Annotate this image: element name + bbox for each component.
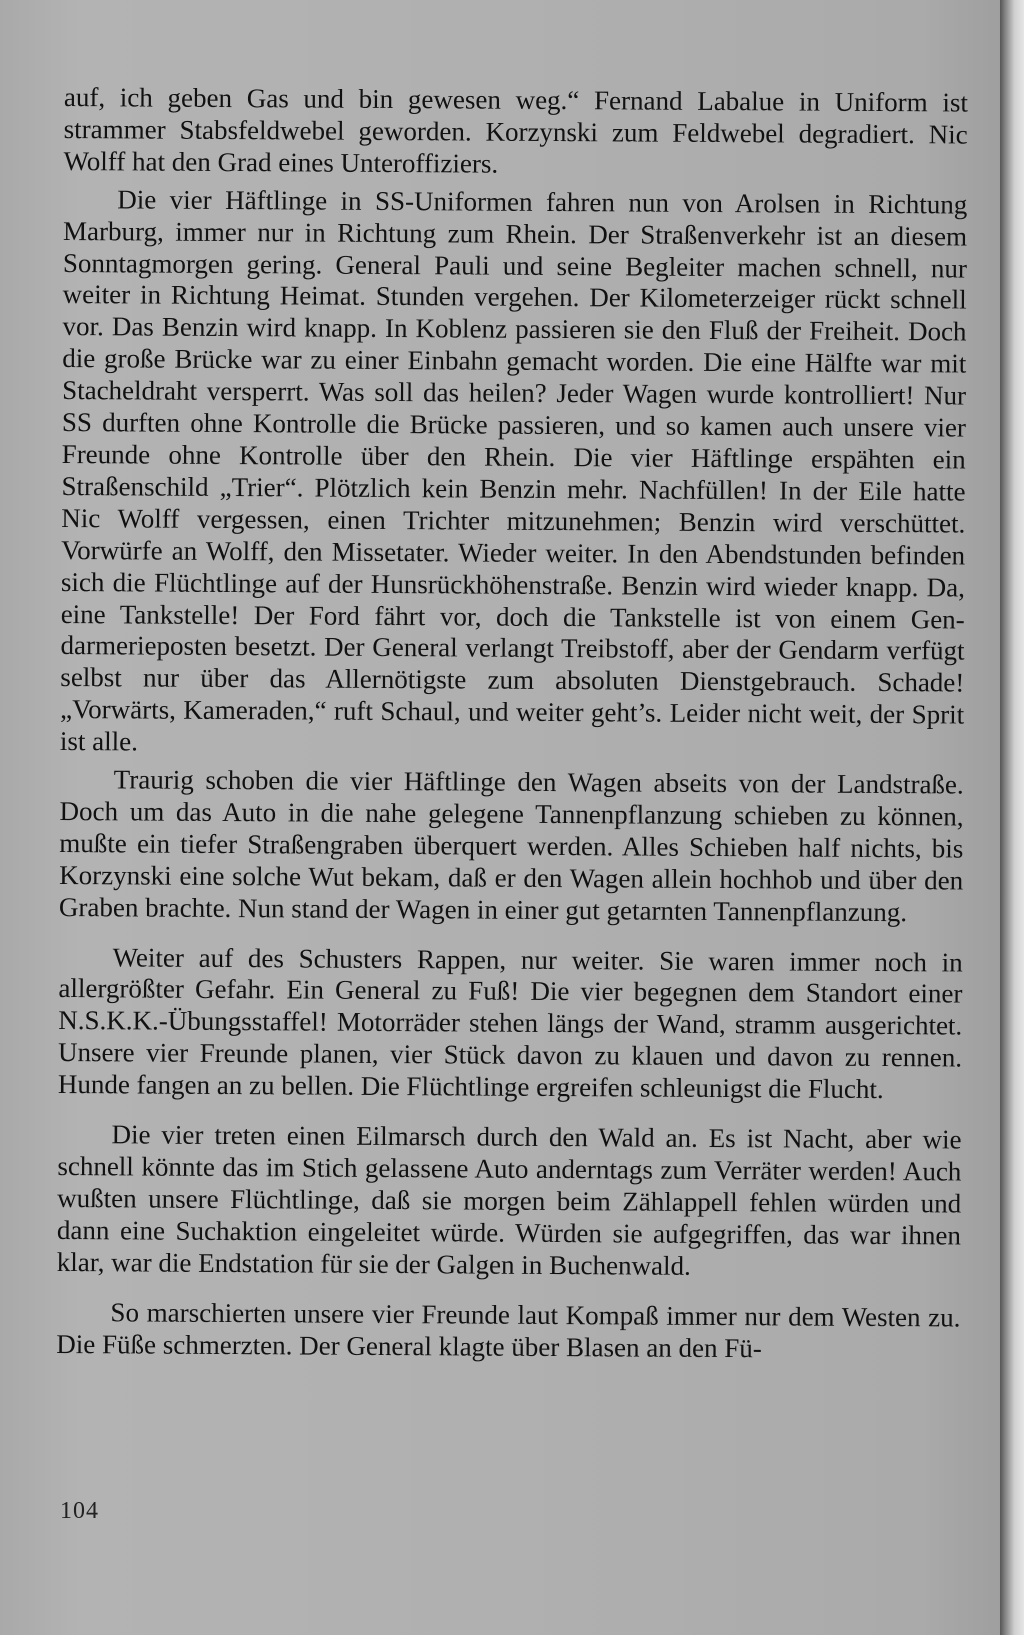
paragraph-6: So marschierten unsere vier Freunde laut Kompaß immer nur dem Westen zu. Die Füße schmerzten. Der General klagte über Blasen an den Fü- <box>56 1296 961 1363</box>
paragraph-3: Traurig schoben die vier Häftlinge den Wagen abseits von der Landstraße. Doch um das Auto in die nahe gelegene Tannenpflanzung schieben zu können, mußte ein tiefer Straßengraben überquert werden. Alles Schieben half nichts, bis Korzynski eine solche Wut bekam, daß er den Wagen allein hochhob und über den Graben brachte. Nun stand der Wagen in einer gut getarnten Tannenpflanzung. <box>58 764 964 927</box>
paragraph-5: Die vier treten einen Eilmarsch durch den Wald an. Es ist Nacht, aber wie schnell könnte das im Stich gelassene Auto anderntags zum Verräter werden! Auch wußten unsere Flüchtlinge, daß sie morgen beim Zählappell fehlen würden und dann eine Suchaktion eingeleitet würde. Würden sie aufgegriffen, das war ihnen klar, war die Endstation für sie der Galgen in Buchenwald. <box>56 1119 962 1281</box>
page-body-text <box>56 82 968 1366</box>
book-gutter-edge <box>1000 0 1024 1635</box>
page-number: 104 <box>60 1498 99 1524</box>
paragraph-1: auf, ich geben Gas und bin gewesen weg.“ Fernand Labalue in Uniform ist strammer Stabsfeldwebel geworden. Korzynski zum Feldwebel degradiert. Nic Wolff hat den Grad eines Unteroffiziers. <box>63 82 968 179</box>
paragraph-4: Weiter auf des Schusters Rappen, nur weiter. Sie waren immer noch in allergrößter Gefahr. Ein General zu Fuß! Die vier begegnen dem Standort einer N.S.K.K.-Übungsstaffel! Motorräder stehen längs der Wand, stramm ausgerichtet. Unsere vier Freunde planen, vier Stück davon zu klauen und davon zu rennen. Hunde fangen an zu bellen. Die Flüchtlinge ergreifen schleunigst die Flucht. <box>57 941 963 1105</box>
paragraph-2: Die vier Häftlinge in SS-Uniformen fahren nun von Arolsen in Richtung Marburg, immer nur in Richtung zum Rhein. Der Straßenverkehr ist an diesem Sonntagmorgen gering. General Pauli und seine Begleiter machen schnell, nur weiter in Richtung Heimat. Stunden vergehen. Der Kilometerzeiger rückt schnell vor. Das Benzin wird knapp. In Koblenz passieren sie den Fluß der Freiheit. Doch die große Brücke war zu einer Einbahn gemacht worden. Die eine Hälfte war mit Stacheldraht versperrt. Was soll das heilen? Jeder Wagen wurde kontrolliert! Nur SS durften ohne Kontrolle die Brücke passieren, und so kamen auch unsere vier Freunde ohne Kontrolle über den Rhein. Die vier Häftlinge erspähten ein Straßenschild „Trier“. Plötzlich kein Benzin mehr. Nachfüllen! In der Eile hatte Nic Wolff vergessen, einen Trichter mitzunehmen; Benzin wird verschüttet. Vorwürfe an Wolff, den Missetater. Wieder weiter. In den Abendstunden befinden sich die Flüchtlinge auf der Hunsrückhöhenstraße. Benzin wird wieder knapp. Da, eine Tankstelle! Der Ford fährt vor, doch die Tankstelle ist von einem Gendarmerieposten besetzt. Der General verlangt Treibstoff, aber der Gendarm verfügt selbst nur über das Allernötigste zum absoluten Dienstgebrauch. Schade! „Vorwärts, Kameraden,“ ruft Schaul, und weiter geht’s. Leider nicht weit, der Sprit ist alle. <box>59 184 968 757</box>
